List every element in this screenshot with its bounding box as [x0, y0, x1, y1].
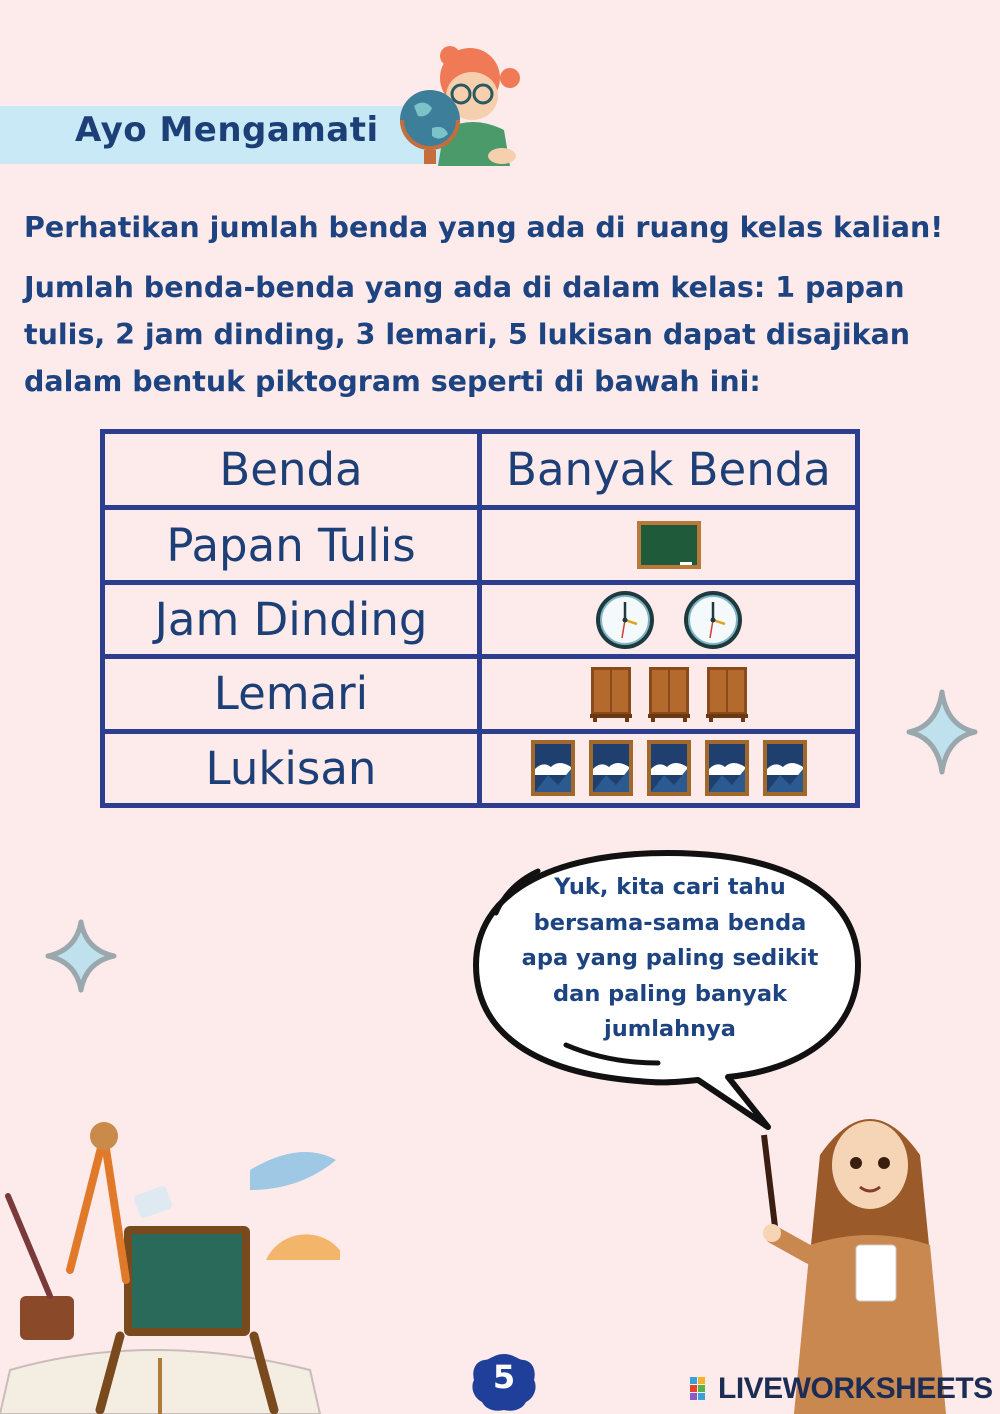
- table-row: [103, 657, 858, 731]
- header-benda: Benda: [103, 432, 480, 508]
- wall-clock-icon: [594, 589, 656, 651]
- painting-icon: [762, 739, 808, 797]
- row-icons-papan-tulis: [480, 508, 858, 582]
- painting-icon: [530, 739, 576, 797]
- sparkle-star-icon: [905, 688, 979, 776]
- instruction-text: Perhatikan jumlah benda yang ada di ruang kelas kalian!: [24, 211, 944, 244]
- wall-clock-icon: [682, 589, 744, 651]
- pictogram-table: [100, 429, 860, 808]
- description-text: Jumlah benda-benda yang ada di dalam kelas: 1 papan tulis, 2 jam dinding, 3 lemari, 5 lukisan dapat disajikan dalam bentuk piktogram seperti di bawah ini:: [24, 271, 911, 398]
- wardrobe-icon: [590, 666, 632, 722]
- row-icons-lemari: [480, 657, 858, 731]
- liveworksheets-brand-text: LIVEWORKSHEETS: [718, 1372, 993, 1405]
- table-row: [103, 508, 858, 582]
- section-title: Ayo Mengamati: [75, 110, 379, 150]
- row-icons-jam-dinding: [480, 582, 858, 656]
- liveworksheets-logo: [690, 1372, 993, 1406]
- table-row: [103, 731, 858, 805]
- row-label-lukisan: Lukisan: [103, 731, 480, 805]
- teacher-illustration: [750, 1085, 970, 1414]
- row-label-jam-dinding: Jam Dinding: [103, 582, 480, 656]
- wardrobe-icon: [648, 666, 690, 722]
- chalkboard-icon: [636, 520, 702, 570]
- page-number: 5: [492, 1358, 516, 1396]
- school-supplies-illustration: [0, 1120, 340, 1414]
- wardrobe-icon: [706, 666, 748, 722]
- header-banyak-benda: Banyak Benda: [480, 432, 858, 508]
- row-icons-lukisan: [480, 731, 858, 805]
- painting-icon: [646, 739, 692, 797]
- sparkle-star-icon: [44, 918, 118, 994]
- painting-icon: [704, 739, 750, 797]
- row-label-papan-tulis: Papan Tulis: [103, 508, 480, 582]
- table-header-row: [103, 432, 858, 508]
- row-label-lemari: Lemari: [103, 657, 480, 731]
- speech-bubble-text: Yuk, kita cari tahu bersama-sama benda apa yang paling sedikit dan paling banyak jumlahnya: [521, 874, 819, 1042]
- table-row: [103, 582, 858, 656]
- liveworksheets-logo-icon: [690, 1377, 714, 1401]
- painting-icon: [588, 739, 634, 797]
- kid-with-globe-illustration: [392, 44, 532, 166]
